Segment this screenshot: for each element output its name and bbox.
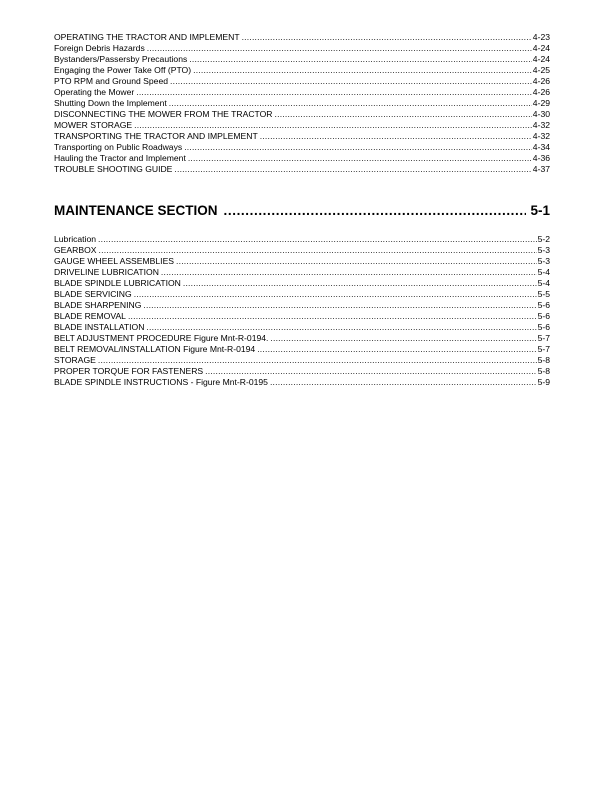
toc-entry-page: 5-8: [537, 366, 550, 376]
toc-entry[interactable]: [54, 32, 550, 43]
toc-entry[interactable]: [54, 142, 550, 153]
toc-leader-dots: [205, 366, 536, 377]
toc-leader-dots: [275, 109, 532, 120]
toc-leader-dots: [270, 377, 537, 388]
toc-leader-dots: [193, 65, 532, 76]
toc-entry-page: 4-24: [532, 43, 550, 53]
toc-entry-title: Foreign Debris Hazards: [54, 43, 145, 53]
toc-leader-dots: [98, 355, 537, 366]
toc-entry-title: PROPER TORQUE FOR FASTENERS: [54, 366, 204, 376]
toc-entry-title: TROUBLE SHOOTING GUIDE: [54, 164, 173, 174]
toc-entry-page: 5-3: [537, 245, 550, 255]
toc-leader-dots: [143, 300, 536, 311]
section-heading-title: MAINTENANCE SECTION: [54, 203, 218, 218]
toc-entry-page: 5-6: [537, 311, 550, 321]
toc-entry-title: Hauling the Tractor and Implement: [54, 153, 186, 163]
toc-entry-title: Lubrication: [54, 234, 97, 244]
toc-entry-page: 5-6: [537, 300, 550, 310]
toc-entry-page: 4-26: [532, 76, 550, 86]
toc-leader-dots: [134, 120, 532, 131]
toc-entry-page: 5-3: [537, 256, 550, 266]
toc-entry-title: OPERATING THE TRACTOR AND IMPLEMENT: [54, 32, 240, 42]
toc-leader-dots: [257, 344, 536, 355]
toc-entry-title: BLADE REMOVAL: [54, 311, 126, 321]
toc-entry[interactable]: [54, 377, 550, 388]
section-heading-page: 5-1: [530, 203, 550, 218]
toc-leader-dots: [99, 245, 537, 256]
toc-entry-title: GAUGE WHEEL ASSEMBLIES: [54, 256, 175, 266]
toc-entry[interactable]: [54, 164, 550, 175]
toc-entry-title: Operating the Mower: [54, 87, 135, 97]
toc-leader-dots: [161, 267, 537, 278]
toc-leader-dots: [146, 322, 536, 333]
toc-leader-dots: [98, 234, 537, 245]
toc-entry-title: STORAGE: [54, 355, 96, 365]
toc-leader-dots: [188, 153, 532, 164]
toc-leader-dots: [136, 87, 532, 98]
toc-leader-dots: [174, 164, 531, 175]
toc-entry-page: 4-23: [532, 32, 550, 42]
toc-entry[interactable]: [54, 344, 550, 355]
toc-entry-page: 4-26: [532, 87, 550, 97]
toc-entry-title: Transporting on Public Roadways: [54, 142, 183, 152]
toc-entry[interactable]: [54, 65, 550, 76]
toc-entry-page: 5-8: [537, 355, 550, 365]
toc-leader-dots: [184, 142, 532, 153]
toc-entry[interactable]: [54, 366, 550, 377]
toc-entry-title: BLADE SERVICING: [54, 289, 132, 299]
toc-entry[interactable]: [54, 267, 550, 278]
toc-entry-page: 4-36: [532, 153, 550, 163]
toc-entry[interactable]: [54, 300, 550, 311]
toc-entry[interactable]: [54, 322, 550, 333]
toc-entry-page: 5-5: [537, 289, 550, 299]
toc-entry-title: DISCONNECTING THE MOWER FROM THE TRACTOR: [54, 109, 273, 119]
toc-entry[interactable]: [54, 355, 550, 366]
toc-entry-title: BLADE INSTALLATION: [54, 322, 145, 332]
toc-leader-dots: [134, 289, 537, 300]
toc-entry[interactable]: [54, 278, 550, 289]
toc-entry-page: 5-9: [537, 377, 550, 387]
toc-entry[interactable]: [54, 131, 550, 142]
toc-entry-title: BLADE SPINDLE INSTRUCTIONS - Figure Mnt-R-0195: [54, 377, 268, 387]
toc-entry-title: BELT ADJUSTMENT PROCEDURE Figure Mnt-R-0194.: [54, 333, 269, 343]
toc-entry-title: Engaging the Power Take Off (PTO): [54, 65, 192, 75]
toc-entry-page: 4-32: [532, 120, 550, 130]
toc-entry[interactable]: [54, 311, 550, 322]
toc-entry[interactable]: [54, 76, 550, 87]
toc-entry-page: 4-25: [532, 65, 550, 75]
toc-leader-dots: [169, 98, 532, 109]
toc-entry[interactable]: [54, 289, 550, 300]
toc-entry-page: 4-29: [532, 98, 550, 108]
toc-entry-title: Bystanders/Passersby Precautions: [54, 54, 188, 64]
toc-entry-page: 5-7: [537, 344, 550, 354]
toc-leader-dots: [224, 203, 527, 219]
toc-entry-title: GEARBOX: [54, 245, 97, 255]
toc-leader-dots: [270, 333, 536, 344]
toc-leader-dots: [242, 32, 532, 43]
toc-entry-title: BLADE SPINDLE LUBRICATION: [54, 278, 181, 288]
toc-entry-title: BELT REMOVAL/INSTALLATION Figure Mnt-R-0194: [54, 344, 256, 354]
toc-entry-page: 4-32: [532, 131, 550, 141]
toc-entry[interactable]: [54, 245, 550, 256]
toc-leader-dots: [176, 256, 537, 267]
toc-entry[interactable]: [54, 153, 550, 164]
toc-entry-title: Shutting Down the Implement: [54, 98, 167, 108]
toc-entry[interactable]: [54, 43, 550, 54]
toc-entry-page: 5-4: [537, 267, 550, 277]
toc-entry-title: BLADE SHARPENING: [54, 300, 142, 310]
toc-entry-title: MOWER STORAGE: [54, 120, 133, 130]
toc-leader-dots: [183, 278, 537, 289]
operating-toc-list: [54, 32, 550, 175]
toc-leader-dots: [147, 43, 532, 54]
toc-entry[interactable]: [54, 109, 550, 120]
toc-leader-dots: [170, 76, 532, 87]
toc-entry-page: 5-6: [537, 322, 550, 332]
toc-entry-title: DRIVELINE LUBRICATION: [54, 267, 159, 277]
toc-entry-page: 4-24: [532, 54, 550, 64]
toc-entry-title: TRANSPORTING THE TRACTOR AND IMPLEMENT: [54, 131, 258, 141]
toc-leader-dots: [128, 311, 537, 322]
toc-entry-title: PTO RPM and Ground Speed: [54, 76, 169, 86]
toc-entry-page: 5-7: [537, 333, 550, 343]
toc-entry[interactable]: [54, 120, 550, 131]
toc-leader-dots: [260, 131, 532, 142]
toc-entry-page: 4-37: [532, 164, 550, 174]
toc-entry-page: 4-34: [532, 142, 550, 152]
toc-entry[interactable]: [54, 256, 550, 267]
toc-entry-page: 4-30: [532, 109, 550, 119]
maintenance-section-heading[interactable]: [54, 203, 550, 219]
toc-entry-page: 5-4: [537, 278, 550, 288]
toc-leader-dots: [189, 54, 532, 65]
toc-entry-page: 5-2: [537, 234, 550, 244]
toc-entry[interactable]: [54, 98, 550, 109]
maintenance-toc-list: [54, 234, 550, 388]
toc-entry[interactable]: [54, 234, 550, 245]
toc-entry[interactable]: [54, 54, 550, 65]
toc-entry[interactable]: [54, 87, 550, 98]
toc-entry[interactable]: [54, 333, 550, 344]
